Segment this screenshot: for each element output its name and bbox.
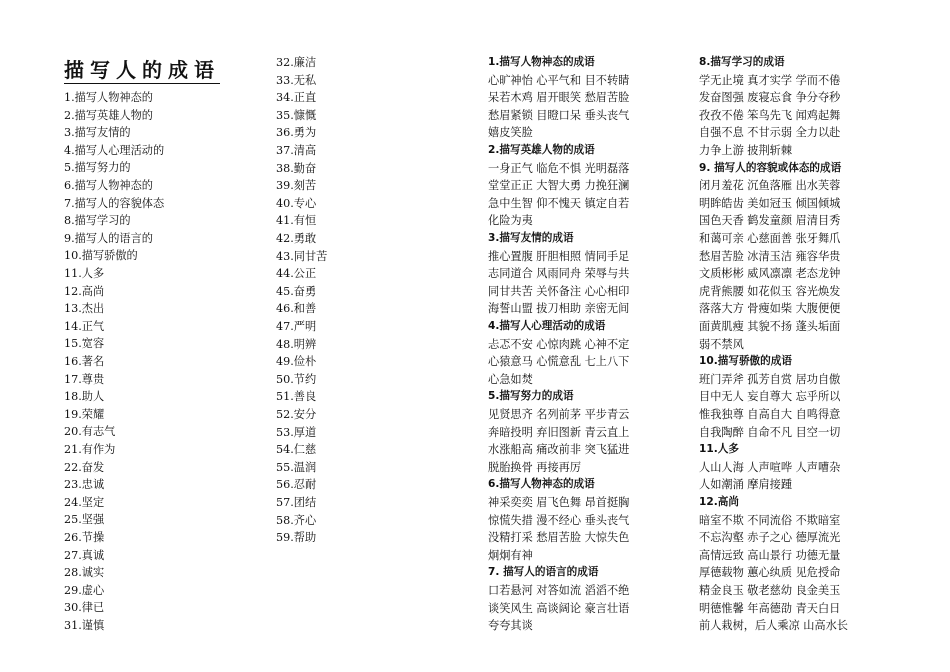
list-item: 55.温润 xyxy=(276,460,317,474)
list-item: 神采奕奕 眉飞色舞 昂首挺胸 xyxy=(488,496,630,509)
list-item: 呆若木鸡 眉开眼笑 愁眉苦脸 xyxy=(488,91,630,105)
list-item: 惊慌失措 漫不经心 垂头丧气 xyxy=(488,513,630,527)
list-item: 心猿意马 心慌意乱 七上八下 xyxy=(488,355,630,369)
list-item: 心旷神怡 心平气和 目不转睛 xyxy=(488,73,630,87)
list-item: 人山人海 人声喧哗 人声嘈杂 xyxy=(699,460,841,474)
list-item: 惟我独尊 自高自大 自鸣得意 xyxy=(699,408,841,421)
list-item: 51.善良 xyxy=(276,390,317,404)
list-item: 嬉皮笑脸 xyxy=(488,126,533,140)
list-item: 19.荣耀 xyxy=(64,407,105,421)
list-item: 34.正直 xyxy=(276,91,317,105)
list-item: 57.团结 xyxy=(276,496,317,509)
list-item: 16.著名 xyxy=(64,355,105,368)
list-item: 46.和善 xyxy=(276,302,317,316)
list-item: 口若悬河 对答如流 滔滔不绝 xyxy=(488,584,630,597)
list-item: 3.描写友情的 xyxy=(64,126,131,140)
section-heading: 12.高尚 xyxy=(699,496,739,508)
list-item: 暗室不欺 不同流俗 不欺暗室 xyxy=(699,513,841,527)
list-item: 49.俭朴 xyxy=(276,355,317,369)
list-item: 厚德载物 蕙心纨质 见危授命 xyxy=(699,566,841,580)
list-item: 9.描写人的语言的 xyxy=(64,231,153,245)
section-heading: 5.描写努力的成语 xyxy=(488,390,574,403)
list-item: 1.描写人物神态的 xyxy=(64,91,153,104)
list-item: 高情远致 高山景行 功德无量 xyxy=(699,548,841,562)
list-item: 炯炯有神 xyxy=(488,548,533,562)
list-item: 23.忠诚 xyxy=(64,478,105,492)
list-item: 5.描写努力的 xyxy=(64,161,131,175)
list-item: 42.勇敢 xyxy=(276,232,317,245)
list-item: 孜孜不倦 笨鸟先飞 闻鸡起舞 xyxy=(699,108,841,122)
list-item: 一身正气 临危不惧 光明磊落 xyxy=(488,161,630,175)
section-heading: 6.描写人物神态的成语 xyxy=(488,478,595,491)
list-item: 33.无私 xyxy=(276,73,317,87)
list-item: 7.描写人的容貌体态 xyxy=(64,196,165,210)
section-heading: 8.描写学习的成语 xyxy=(699,56,785,68)
list-item: 精金良玉 敬老慈幼 良金美玉 xyxy=(699,584,841,597)
list-item: 22.奋发 xyxy=(64,460,105,474)
list-item: 闭月羞花 沉鱼落雁 出水芙蓉 xyxy=(699,179,841,193)
list-item: 47.严明 xyxy=(276,320,317,333)
list-item: 41.有恒 xyxy=(276,214,317,228)
list-item: 11.人多 xyxy=(64,267,105,280)
list-item: 落落大方 骨瘦如柴 大腹便便 xyxy=(699,302,841,316)
list-item: 自我陶醉 自命不凡 目空一切 xyxy=(699,425,841,439)
list-item: 没精打采 愁眉苦脸 大惊失色 xyxy=(488,531,630,545)
list-item: 32.廉洁 xyxy=(276,56,317,69)
list-item: 虎背熊腰 如花似玉 容光焕发 xyxy=(699,284,841,298)
list-item: 夸夸其谈 xyxy=(488,619,533,633)
list-item: 见贤思齐 名列前茅 平步青云 xyxy=(488,408,630,421)
list-item: 25.坚强 xyxy=(64,513,105,527)
list-item: 59.帮助 xyxy=(276,531,317,545)
list-item: 35.慷慨 xyxy=(276,108,317,122)
list-item: 志同道合 风雨同舟 荣辱与共 xyxy=(488,267,630,281)
list-item: 15.宽容 xyxy=(64,337,105,351)
list-item: 明德惟馨 年高德劭 青天白日 xyxy=(699,601,841,615)
list-item: 文质彬彬 威风凛凛 老态龙钟 xyxy=(699,267,841,281)
section-heading: 9. 描写人的容貌或体态的成语 xyxy=(699,161,842,174)
section-heading: 10.描写骄傲的成语 xyxy=(699,355,792,368)
list-item: 24.坚定 xyxy=(64,495,105,509)
list-item: 不忘沟壑 赤子之心 德厚流光 xyxy=(699,531,841,545)
list-item: 14.正气 xyxy=(64,319,105,333)
list-item: 谈笑风生 高谈阔论 豪言壮语 xyxy=(488,601,630,615)
list-item: 发奋图强 废寝忘食 争分夺秒 xyxy=(699,91,841,105)
list-item: 26.节操 xyxy=(64,531,105,544)
list-item: 目中无人 妄自尊大 忘乎所以 xyxy=(699,390,841,404)
list-item: 18.助人 xyxy=(64,390,105,404)
list-item: 急中生智 仰不愧天 镇定自若 xyxy=(488,196,630,210)
list-item: 明眸皓齿 美如冠玉 倾国倾城 xyxy=(699,196,841,210)
list-item: 45.奋勇 xyxy=(276,284,317,298)
list-item: 27.真诚 xyxy=(64,548,105,562)
list-item: 54.仁慈 xyxy=(276,443,317,457)
list-item: 前人栽树，后人乘凉 山高水长 xyxy=(699,619,848,633)
list-item: 38.勤奋 xyxy=(276,161,317,175)
list-item: 面黄肌瘦 其貌不扬 蓬头垢面 xyxy=(699,320,841,333)
list-item: 40.专心 xyxy=(276,196,317,210)
list-item: 学无止境 真才实学 学而不倦 xyxy=(699,73,841,87)
list-item: 推心置腹 肝胆相照 情同手足 xyxy=(488,249,630,263)
list-item: 21.有作为 xyxy=(64,443,116,456)
list-item: 堂堂正正 大智大勇 力挽狂澜 xyxy=(488,179,630,193)
list-item: 海誓山盟 拔刀相助 亲密无间 xyxy=(488,302,630,316)
list-item: 奔暗投明 弃旧图新 青云直上 xyxy=(488,425,630,439)
list-item: 和蔼可亲 心慈面善 张牙舞爪 xyxy=(699,232,841,245)
list-item: 班门弄斧 孤芳自赏 居功自傲 xyxy=(699,372,841,386)
list-item: 同甘共苦 关怀备注 心心相印 xyxy=(488,284,630,298)
list-item: 水涨船高 痛改前非 突飞猛进 xyxy=(488,443,630,457)
list-item: 58.齐心 xyxy=(276,513,317,527)
list-item: 2.描写英雄人物的 xyxy=(64,108,153,122)
list-item: 脱胎换骨 再接再厉 xyxy=(488,460,582,474)
section-heading: 1.描写人物神态的成语 xyxy=(488,56,595,68)
list-item: 44.公正 xyxy=(276,267,317,281)
list-item: 43.同甘苦 xyxy=(276,249,328,263)
list-item: 10.描写骄傲的 xyxy=(64,249,138,263)
list-item: 8.描写学习的 xyxy=(64,214,131,228)
list-item: 52.安分 xyxy=(276,408,317,421)
list-item: 弱不禁风 xyxy=(699,337,744,351)
list-item: 30.律已 xyxy=(64,601,105,615)
list-item: 愁眉紧锁 目瞪口呆 垂头丧气 xyxy=(488,108,630,122)
list-item: 力争上游 披荆斩棘 xyxy=(699,144,793,157)
page-title: 描写人的成语 xyxy=(64,58,220,82)
list-item: 39.刻苦 xyxy=(276,179,317,193)
list-item: 20.有志气 xyxy=(64,425,116,439)
section-heading: 4.描写人心理活动的成语 xyxy=(488,320,606,332)
section-heading: 3.描写友情的成语 xyxy=(488,232,574,244)
list-item: 6.描写人物神态的 xyxy=(64,179,153,192)
section-heading: 11.人多 xyxy=(699,443,739,456)
list-item: 人如潮涌 摩肩接踵 xyxy=(699,478,793,492)
section-heading: 7. 描写人的语言的成语 xyxy=(488,566,599,579)
list-item: 53.厚道 xyxy=(276,425,317,439)
list-item: 36.勇为 xyxy=(276,126,317,140)
list-item: 化险为夷 xyxy=(488,214,533,228)
list-item: 心急如焚 xyxy=(488,372,533,386)
list-item: 愁眉苦脸 冰清玉洁 雍容华贵 xyxy=(699,249,841,263)
list-item: 48.明辨 xyxy=(276,337,317,351)
list-item: 13.杰出 xyxy=(64,302,105,316)
list-item: 37.清高 xyxy=(276,144,317,157)
list-item: 56.忍耐 xyxy=(276,478,317,492)
list-item: 国色天香 鹤发童颜 眉清目秀 xyxy=(699,214,841,228)
list-item: 忐忑不安 心惊肉跳 心神不定 xyxy=(488,337,630,351)
section-heading: 2.描写英雄人物的成语 xyxy=(488,144,595,156)
list-item: 17.尊贵 xyxy=(64,372,105,386)
list-item: 50.节约 xyxy=(276,372,317,386)
list-item: 自强不息 不甘示弱 全力以赴 xyxy=(699,126,841,140)
list-item: 28.诚实 xyxy=(64,566,105,580)
list-item: 12.高尚 xyxy=(64,284,105,298)
list-item: 4.描写人心理活动的 xyxy=(64,143,165,157)
list-item: 31.谨慎 xyxy=(64,619,105,632)
list-item: 29.虚心 xyxy=(64,583,105,597)
